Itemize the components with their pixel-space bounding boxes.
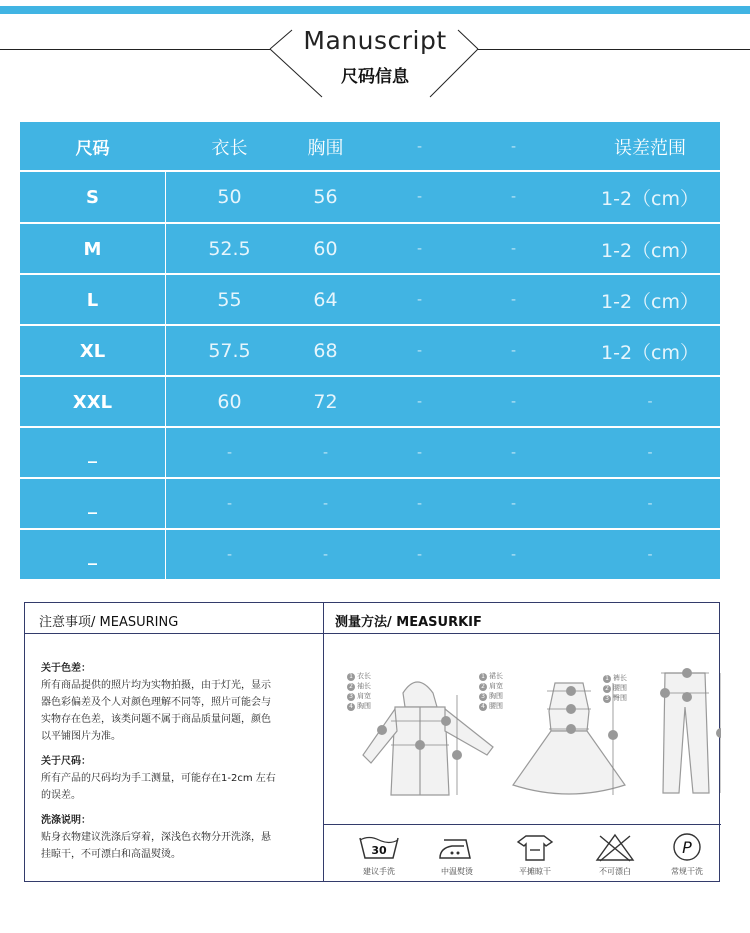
col-header-chest: 胸围 xyxy=(307,137,344,159)
care-caption: 不可漂白 xyxy=(599,867,631,876)
color-diff-line: 器色彩偏差及个人对颜色理解不同等，照片可能会与 xyxy=(41,697,271,708)
size-note-line: 所有产品的尺码均为手工测量，可能存在1-2cm 左右 xyxy=(41,773,276,784)
care-symbols xyxy=(325,825,721,883)
no-bleach-icon xyxy=(592,832,638,862)
pants-sketch-icon xyxy=(663,673,709,793)
cell-blank-2: - xyxy=(510,547,517,563)
measurement-figures xyxy=(325,635,721,823)
cell-length: 52.5 xyxy=(208,238,251,260)
care-caption: 平摊晾干 xyxy=(519,867,551,876)
cell-size: _ xyxy=(88,544,97,566)
cell-tolerance: - xyxy=(647,496,653,512)
col-header-blank-1: - xyxy=(416,138,423,155)
section-subtitle: 尺码信息 xyxy=(341,67,409,87)
care-caption: 建议手洗 xyxy=(363,867,395,876)
color-diff-line: 实物存在色差，该类问题不属于商品质量问题，颜色 xyxy=(41,714,271,725)
cell-blank-2: - xyxy=(510,394,517,410)
table-row xyxy=(20,377,720,427)
cell-blank-2: - xyxy=(510,189,517,205)
dry-flat-icon xyxy=(512,832,558,862)
cell-tolerance: 1-2（cm） xyxy=(601,290,699,313)
size-table xyxy=(20,122,720,579)
wash-heading: 洗涤说明： xyxy=(41,815,91,826)
cell-length: - xyxy=(226,547,233,563)
measure-title: 测量方法/ MEASURKIF xyxy=(335,615,482,630)
size-note-heading: 关于尺码： xyxy=(41,756,91,767)
cell-chest: - xyxy=(322,496,329,512)
color-diff-line: 以平铺图片为准。 xyxy=(41,731,121,742)
col-header-blank-2: - xyxy=(510,138,517,155)
care-item-no-bleach xyxy=(575,831,655,877)
wash-line: 挂晾干，不可漂白和高温熨烫。 xyxy=(41,849,181,860)
header-bracket-lines xyxy=(0,0,750,110)
info-divider-vertical xyxy=(323,603,324,881)
color-diff-heading: 关于色差： xyxy=(41,663,91,674)
cell-tolerance: 1-2（cm） xyxy=(601,187,699,210)
size-note-line: 的误差。 xyxy=(41,790,81,801)
dry-clean-p-icon xyxy=(664,832,710,862)
care-item-dry-clean xyxy=(647,831,727,877)
care-item-hand-wash xyxy=(339,831,419,877)
cell-blank-1: - xyxy=(416,394,423,410)
cell-tolerance: - xyxy=(647,394,653,410)
cell-blank-1: - xyxy=(416,343,423,359)
cell-size: S xyxy=(86,186,99,208)
cell-length: 57.5 xyxy=(208,340,251,362)
cell-blank-2: - xyxy=(510,445,517,461)
dress-legend: 1 裙长 2 肩宽 3 胸围 4 腰围 xyxy=(479,671,503,711)
cell-length: 60 xyxy=(217,391,242,413)
info-panel xyxy=(24,602,720,882)
table-row xyxy=(20,224,720,274)
cell-size: M xyxy=(83,238,102,260)
cell-chest: 64 xyxy=(313,289,338,311)
cell-blank-1: - xyxy=(416,292,423,308)
cell-chest: 60 xyxy=(313,238,338,260)
color-diff-line: 所有商品提供的照片均为实物拍摄，由于灯光，显示 xyxy=(41,680,271,691)
jacket-legend: 1 衣长 2 袖长 3 肩宽 4 胸围 xyxy=(347,671,371,711)
col-header-length: 衣长 xyxy=(211,137,248,159)
cell-size: _ xyxy=(88,493,97,515)
iron-medium-icon xyxy=(434,832,480,862)
cell-chest: - xyxy=(322,445,329,461)
cell-size: XXL xyxy=(72,391,113,413)
cell-size: L xyxy=(86,289,99,311)
col-header-size: 尺码 xyxy=(75,139,110,159)
cell-length: - xyxy=(226,445,233,461)
notes-text xyxy=(41,660,311,863)
col-header-tolerance: 误差范围 xyxy=(614,137,686,159)
cell-blank-1: - xyxy=(416,547,423,563)
cell-length: 50 xyxy=(217,186,242,208)
cell-tolerance: - xyxy=(647,445,653,461)
cell-chest: - xyxy=(322,547,329,563)
table-row xyxy=(20,326,720,376)
cell-chest: 72 xyxy=(313,391,338,413)
table-row xyxy=(20,275,720,325)
cell-tolerance: 1-2（cm） xyxy=(601,341,699,364)
table-header-row xyxy=(20,122,720,171)
care-item-iron xyxy=(417,831,497,877)
cell-blank-2: - xyxy=(510,343,517,359)
garment-sketches xyxy=(325,635,721,823)
cell-size: _ xyxy=(88,442,97,464)
cell-chest: 68 xyxy=(313,340,338,362)
cell-length: 55 xyxy=(217,289,242,311)
cell-blank-1: - xyxy=(416,241,423,257)
jacket-sketch-icon xyxy=(363,682,493,795)
cell-blank-1: - xyxy=(416,445,423,461)
cell-size: XL xyxy=(79,340,106,362)
notes-title: 注意事项/ MEASURING xyxy=(39,615,179,630)
cell-blank-1: - xyxy=(416,496,423,512)
cell-length: - xyxy=(226,496,233,512)
table-row xyxy=(20,479,720,529)
care-item-dry-flat xyxy=(495,831,575,877)
cell-tolerance: - xyxy=(647,547,653,563)
table-row xyxy=(20,172,720,222)
care-caption: 常规干洗 xyxy=(671,867,703,876)
svg-text:30: 30 xyxy=(371,844,387,857)
wash-line: 贴身衣物建议洗涤后穿着，深浅色衣物分开洗涤，悬 xyxy=(41,832,271,843)
care-caption: 中温熨烫 xyxy=(441,867,473,876)
cell-blank-2: - xyxy=(510,292,517,308)
cell-tolerance: 1-2（cm） xyxy=(601,239,699,262)
svg-text:P: P xyxy=(682,838,692,857)
pants-legend: 1 裤长 2 腰围 3 臀围 xyxy=(603,673,627,703)
table-row xyxy=(20,530,720,580)
brand-title: Manuscript xyxy=(303,26,447,55)
cell-blank-2: - xyxy=(510,241,517,257)
info-divider-horizontal xyxy=(25,633,719,634)
cell-blank-2: - xyxy=(510,496,517,512)
hand-wash-30-icon xyxy=(356,832,402,862)
cell-blank-1: - xyxy=(416,189,423,205)
dress-sketch-icon xyxy=(513,683,625,794)
cell-chest: 56 xyxy=(313,186,338,208)
table-row xyxy=(20,428,720,478)
